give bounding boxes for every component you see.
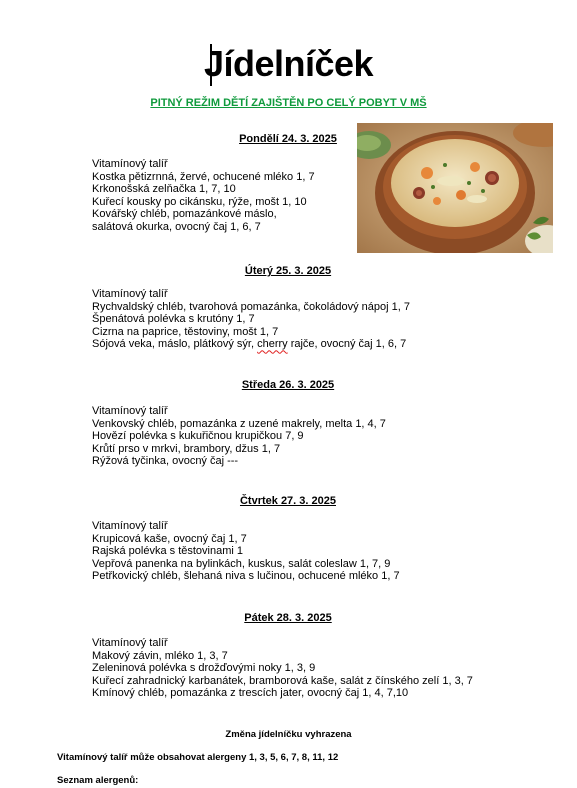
soup-photo bbox=[357, 123, 553, 253]
menu-item: Rajská polévka s těstovinami 1 bbox=[92, 545, 244, 558]
menu-item: Kovářský chléb, pomazánkové máslo, bbox=[92, 208, 277, 221]
page-title: Jídelníček bbox=[203, 43, 374, 84]
menu-item: Krupicová kaše, ovocný čaj 1, 7 bbox=[92, 532, 247, 545]
menu-item: Zeleninová polévka s drožďovými noky 1, 3, 9 bbox=[92, 662, 316, 675]
day-menu-tuesday bbox=[92, 288, 410, 351]
menu-change-note: Změna jídelníčku vyhrazena bbox=[225, 729, 352, 740]
menu-item: Vitamínový talíř bbox=[92, 158, 168, 170]
menu-item: Vitamínový talíř bbox=[92, 288, 168, 300]
menu-item bbox=[92, 338, 410, 351]
menu-item-text: rajče, ovocný čaj 1, 6, 7 bbox=[287, 338, 407, 351]
menu-item: Krkonošská zelňačka 1, 7, 10 bbox=[92, 183, 236, 196]
menu-item: Vepřová panenka na bylinkách, kuskus, salát coleslaw 1, 7, 9 bbox=[92, 557, 391, 570]
day-heading-thursday: Čtvrtek 27. 3. 2025 bbox=[239, 495, 336, 507]
menu-item: Hovězí polévka s kukuřičnou krupičkou 7, 9 bbox=[92, 430, 304, 443]
menu-item: Vitamínový talíř bbox=[92, 520, 168, 532]
menu-item: Kuřecí kousky po cikánsku, rýže, mošt 1, 10 bbox=[92, 195, 307, 208]
menu-item: Špenátová polévka s krutóny 1, 7 bbox=[92, 313, 255, 326]
menu-item: salátová okurka, ovocný čaj 1, 6, 7 bbox=[92, 220, 261, 233]
menu-item: Venkovský chléb, pomazánka z uzené makrely, melta 1, 4, 7 bbox=[92, 417, 386, 430]
day-heading-monday: Pondělí 24. 3. 2025 bbox=[239, 133, 337, 145]
menu-item: Vitamínový talíř bbox=[92, 405, 168, 417]
day-menu-wednesday bbox=[92, 405, 386, 468]
menu-item: Rychvaldský chléb, tvarohová pomazánka, čokoládový nápoj 1, 7 bbox=[92, 300, 410, 313]
drinking-regime-note: PITNÝ REŽIM DĚTÍ ZAJIŠTĚN PO CELÝ POBYT V MŠ bbox=[150, 97, 427, 109]
spellcheck-marked-word: cherry bbox=[257, 338, 288, 351]
cabbage-soup-image bbox=[357, 123, 553, 253]
day-menu-friday bbox=[92, 637, 473, 700]
menu-item: Rýžová tyčinka, ovocný čaj --- bbox=[92, 455, 239, 468]
day-menu-monday bbox=[92, 158, 315, 234]
menu-item: Kuřecí zahradnický karbanátek, bramborová kaše, salát z čínského zelí 1, 3, 7 bbox=[92, 674, 473, 687]
day-heading-friday: Pátek 28. 3. 2025 bbox=[244, 612, 332, 624]
vitamin-plate-allergens: Vitamínový talíř může obsahovat alergeny 1, 3, 5, 6, 7, 8, 11, 12 bbox=[57, 752, 339, 763]
menu-item: Kostka pětizrnná, žervé, ochucené mléko 1, 7 bbox=[92, 170, 315, 183]
day-heading-wednesday: Středa 26. 3. 2025 bbox=[241, 379, 335, 391]
allergen-list-label: Seznam alergenů: bbox=[57, 775, 139, 786]
menu-item: Petřkovický chléb, šlehaná niva s lučinou, ochucené mléko 1, 7 bbox=[92, 570, 400, 583]
menu-item: Krůtí prso v mrkvi, brambory, džus 1, 7 bbox=[92, 442, 281, 455]
day-menu-thursday bbox=[92, 520, 400, 583]
menu-item: Kmínový chléb, pomazánka z trescích jater, ovocný čaj 1, 4, 7,10 bbox=[92, 687, 409, 700]
menu-item: Cizrna na paprice, těstoviny, mošt 1, 7 bbox=[92, 325, 279, 338]
menu-item-text: Sójová veka, máslo, plátkový sýr, bbox=[92, 338, 258, 351]
day-heading-tuesday: Úterý 25. 3. 2025 bbox=[244, 265, 332, 277]
menu-item: Makový závin, mléko 1, 3, 7 bbox=[92, 649, 228, 662]
menu-item: Vitamínový talíř bbox=[92, 637, 168, 649]
